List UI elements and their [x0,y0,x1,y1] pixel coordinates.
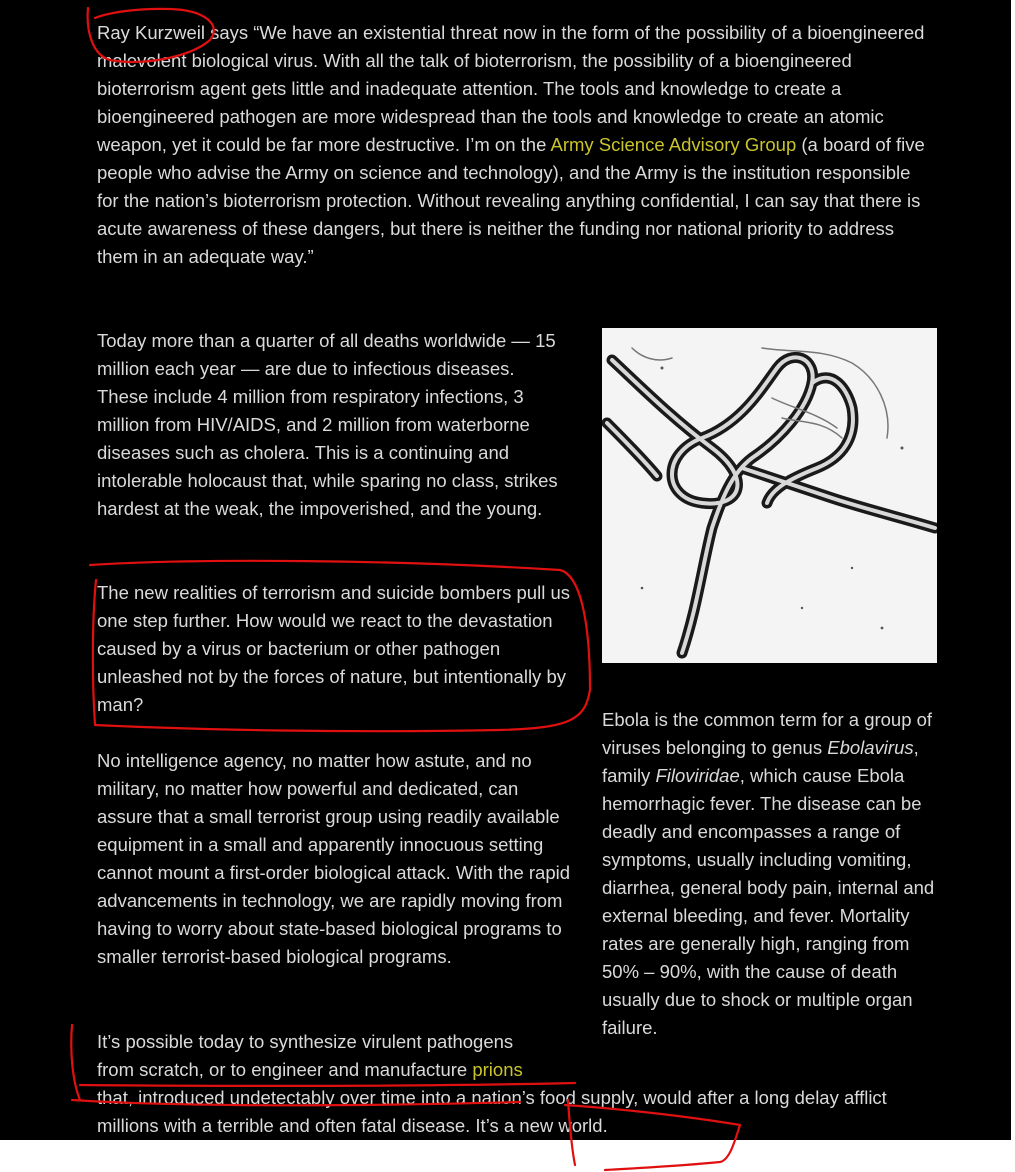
paragraph-kurzweil-quote [97,19,937,271]
caption-text: , which cause Ebola hemorrhagic fever. The disease can be deadly and encompasses a range of symptoms, usually including vomiting, diarrhea, general body pain, internal and external bleeding, and fever. Mortality rates are generally high, ranging from 50% – 90%, with the cause of death usually due to shock or multiple organ failure. [602,765,935,1038]
paragraph-new-realities [97,579,577,719]
ebola-caption [602,706,947,1042]
prions-link[interactable]: prions [472,1059,523,1080]
paragraph-infectious-deaths [97,327,567,523]
paragraph-text: from scratch, or to engineer and manufacture [97,1059,473,1080]
caption-text: , family [602,737,919,786]
paragraph-line: It’s possible today to synthesize virulent pathogens [97,1031,514,1052]
paragraph-text: Today more than a quarter of all deaths worldwide — 15 million each year — are due to infectious diseases. These include 4 million from respiratory infections, 3 million from HIV/AIDS, and 2 million from waterborne diseases such as cholera. This is a continuing and intolerable holocaust that, while sparing no class, strikes hardest at the weak, the impoverished, and the young. [97,330,558,519]
paragraph-intelligence-agency [97,747,572,971]
ebola-virus-micrograph [602,328,937,663]
paragraph-text: says “We have an existential threat now in the form of the possibility of a bioengineered malevolent biological virus. With all the talk of bioterrorism, the possibility of a bioengineered bioterrorism agent gets little and inadequate attention. The tools and knowledge to create a bioengineered pathogen are more widespread than the tools and knowledge to create an atomic weapon, yet it could be far more destructive. I’m on the [97,22,925,155]
paragraph-text: The new realities of terrorism and suicide bombers pull us one step further. How would we react to the devastation caused by a virus or bacterium or other pathogen unleashed not by the forces of nature, but intentionally by man? [97,582,570,715]
paragraph-text: that, introduced undetectably over time into a nation’s food supply, would after a long delay afflict millions with a terrible and often fatal disease. It’s a new world. [97,1087,887,1136]
army-science-advisory-group-link[interactable]: Army Science Advisory Group [550,134,797,155]
paragraph-text: No intelligence agency, no matter how astute, and no military, no matter how powerful and dedicated, can assure that a small terrorist group using readily available equipment in a small and apparently innocuous setting cannot mount a first-order biological attack. With the rapid advancements in technology, we are rapidly moving from having to worry about state-based biological programs to smaller terrorist-based biological programs. [97,750,571,967]
genus-name: Ebolavirus [827,737,914,758]
caption-text: Ebola is the common term for a group of viruses belonging to genus [602,709,933,758]
paragraph-synthesize-pathogens [97,1028,947,1140]
family-name: Filoviridae [655,765,740,786]
person-name: Ray Kurzweil [97,22,205,43]
paragraph-text: (a board of five people who advise the Army on science and technology), and the Army is the institution responsible for the nation’s bioterrorism protection. Without revealing anything confidential, I can say that there is acute awareness of these dangers, but there is neither the funding nor national priority to address them in an adequate way.” [97,134,925,267]
